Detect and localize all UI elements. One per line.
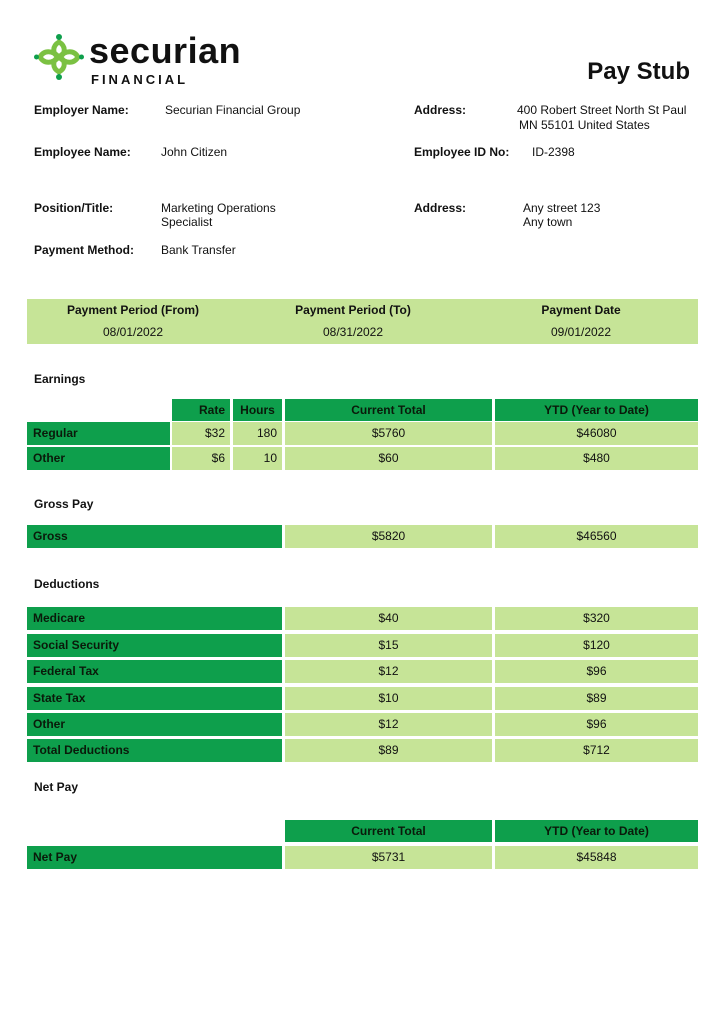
deduction-state-tax-ytd: $89 xyxy=(495,687,698,710)
deduction-federal-tax-ytd: $96 xyxy=(495,660,698,683)
earnings-row-regular-label: Regular xyxy=(27,422,170,445)
employee-name-label: Employee Name: xyxy=(34,145,131,159)
deduction-medicare-label: Medicare xyxy=(27,607,282,630)
payment-method-value: Bank Transfer xyxy=(161,243,236,257)
net-pay-current: $5731 xyxy=(285,846,492,869)
deduction-federal-tax-current: $12 xyxy=(285,660,492,683)
period-from-value: 08/01/2022 xyxy=(102,325,164,339)
employer-address-line1: 400 Robert Street North St Paul xyxy=(517,103,687,117)
earnings-title: Earnings xyxy=(34,372,86,386)
gross-ytd: $46560 xyxy=(495,525,698,548)
deduction-state-tax-current: $10 xyxy=(285,687,492,710)
earnings-row-other-ytd: $480 xyxy=(495,447,698,470)
earnings-header-rate: Rate xyxy=(172,399,230,421)
deduction-federal-tax-label: Federal Tax xyxy=(27,660,282,683)
employee-address-line2: Any town xyxy=(523,215,573,229)
period-from-label: Payment Period (From) xyxy=(66,303,200,317)
employer-address-label: Address: xyxy=(414,103,467,117)
position-line2: Specialist xyxy=(161,215,213,229)
gross-current: $5820 xyxy=(285,525,492,548)
net-header-current: Current Total xyxy=(285,820,492,842)
deduction-total-current: $89 xyxy=(285,739,492,762)
earnings-row-regular-rate: $32 xyxy=(172,422,230,445)
employer-address-line2: MN 55101 United States xyxy=(519,118,650,132)
net-pay-title: Net Pay xyxy=(34,780,79,794)
deduction-other-label: Other xyxy=(27,713,282,736)
brand-name: securian xyxy=(89,30,242,71)
earnings-row-other-rate: $6 xyxy=(172,447,230,470)
net-pay-label: Net Pay xyxy=(27,846,282,869)
period-to-value: 08/31/2022 xyxy=(322,325,384,339)
deduction-other-ytd: $96 xyxy=(495,713,698,736)
employer-name-value: Securian Financial Group xyxy=(165,103,301,117)
deductions-title: Deductions xyxy=(34,577,100,591)
position-line1: Marketing Operations xyxy=(161,201,276,215)
employee-id-value: ID-2398 xyxy=(532,145,575,159)
payment-date-value: 09/01/2022 xyxy=(550,325,612,339)
employee-id-label: Employee ID No: xyxy=(414,145,510,159)
earnings-row-regular-ytd: $46080 xyxy=(495,422,698,445)
payment-date-label: Payment Date xyxy=(541,303,621,317)
net-pay-ytd: $45848 xyxy=(495,846,698,869)
earnings-header-current: Current Total xyxy=(285,399,492,421)
payment-method-label: Payment Method: xyxy=(34,243,135,257)
brand-tagline: FINANCIAL xyxy=(91,72,189,87)
employee-address-line1: Any street 123 xyxy=(523,201,601,215)
earnings-row-regular-hours: 180 xyxy=(233,422,282,445)
deduction-medicare-current: $40 xyxy=(285,607,492,630)
earnings-row-other-current: $60 xyxy=(285,447,492,470)
logo xyxy=(34,30,274,90)
deduction-social-security-label: Social Security xyxy=(27,634,282,657)
period-to-label: Payment Period (To) xyxy=(295,303,411,317)
securian-logo-icon xyxy=(34,34,84,80)
deduction-total-ytd: $712 xyxy=(495,739,698,762)
net-header-ytd: YTD (Year to Date) xyxy=(495,820,698,842)
gross-label: Gross xyxy=(27,525,282,548)
deduction-other-current: $12 xyxy=(285,713,492,736)
earnings-row-other-label: Other xyxy=(27,447,170,470)
earnings-header-ytd: YTD (Year to Date) xyxy=(495,399,698,421)
employer-name-label: Employer Name: xyxy=(34,103,129,117)
earnings-row-other-hours: 10 xyxy=(233,447,282,470)
earnings-row-regular-current: $5760 xyxy=(285,422,492,445)
employee-name-value: John Citizen xyxy=(161,145,228,159)
deduction-social-security-current: $15 xyxy=(285,634,492,657)
deduction-state-tax-label: State Tax xyxy=(27,687,282,710)
deduction-social-security-ytd: $120 xyxy=(495,634,698,657)
gross-pay-title: Gross Pay xyxy=(34,497,94,511)
position-label: Position/Title: xyxy=(34,201,114,215)
document-title: Pay Stub xyxy=(587,58,690,85)
deduction-medicare-ytd: $320 xyxy=(495,607,698,630)
deduction-total-label: Total Deductions xyxy=(27,739,282,762)
employee-address-label: Address: xyxy=(414,201,467,215)
earnings-header-hours: Hours xyxy=(233,399,282,421)
